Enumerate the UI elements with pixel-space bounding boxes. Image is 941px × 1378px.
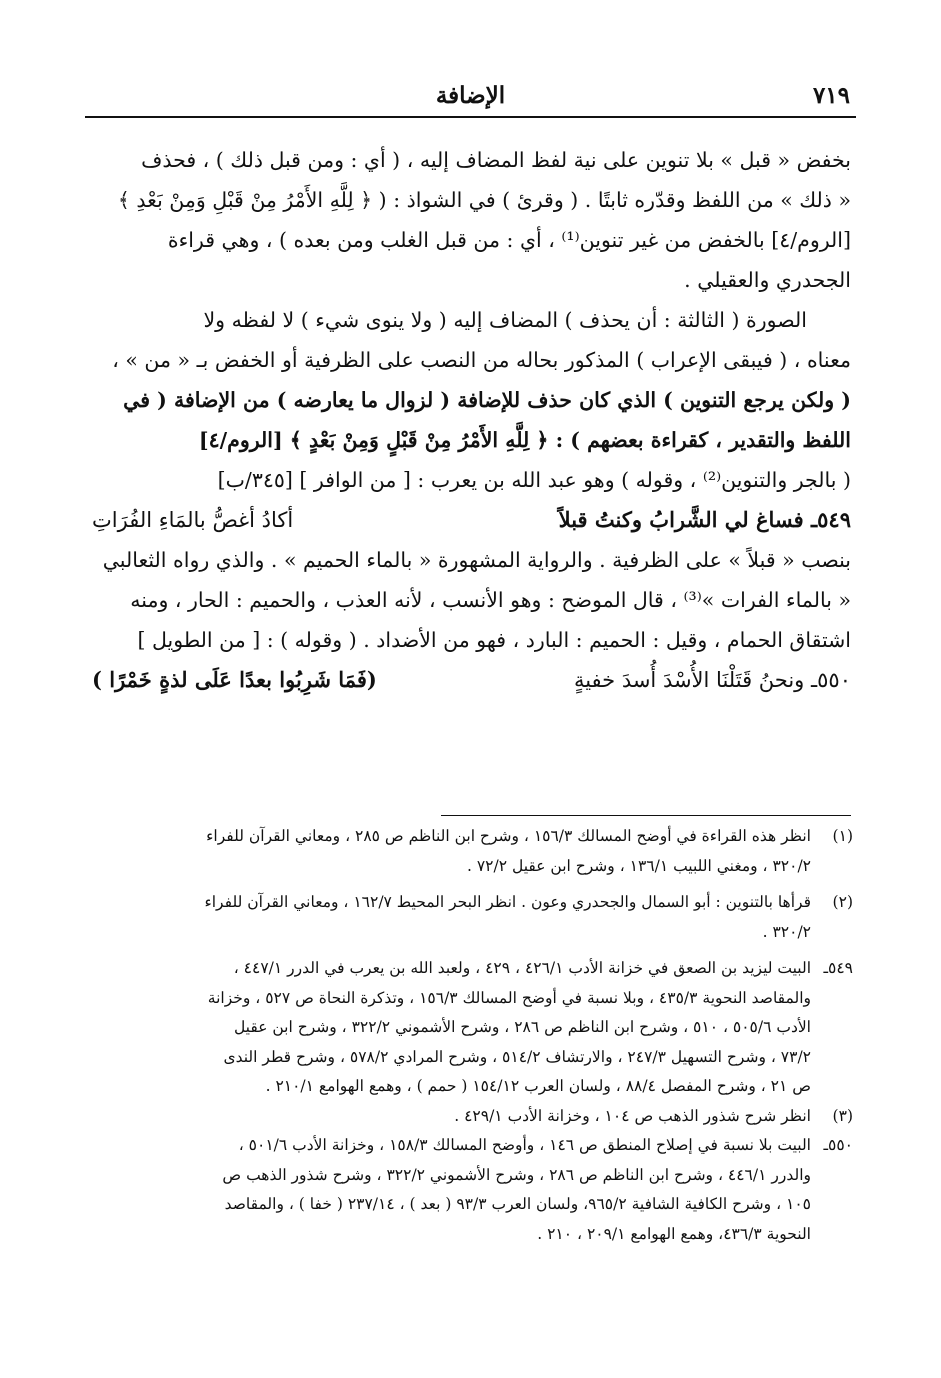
verse-hemistich-1: ونحنُ قَتَلْنَا الأُسْدَ أُسدَ خفيةٍ xyxy=(573,668,805,692)
footnote-line: انظر هذه القراءة في أوضح المسالك ١٥٦/٣ ، وشرح ابن الناظم ص ٢٨٥ ، ومعاني القرآن للفراء xyxy=(206,827,811,845)
footnote-1 xyxy=(92,822,853,881)
text-line: بخفض « قبل » بلا تنوين على نية لفظ المضاف إليه ، ( أي : ومن قبل ذلك ) ، فحذف xyxy=(141,148,851,172)
chapter-title: الإضافة xyxy=(435,82,506,109)
text-line: الصورة ( الثالثة : أن يحذف ) المضاف إليه ( ولا ينوى شيء ) لا لفظه ولا xyxy=(203,308,807,332)
footnote-separator xyxy=(441,815,851,816)
text-line: معناه ، ( فيبقى الإعراب ) المذكور بحاله من النصب على الظرفية أو الخفض بـ « من » ، xyxy=(112,348,851,372)
page-number: ٧١٩ xyxy=(812,82,850,109)
verse-hemistich-2: (فَمَا شَرِبُوا بعدًا عَلَى لذةٍ خَمْرًا ) xyxy=(92,667,377,692)
footnote-line: انظر شرح شذور الذهب ص ١٠٤ ، وخزانة الأدب ٤٢٩/١ . xyxy=(454,1106,811,1125)
paragraph-2 xyxy=(92,300,851,500)
footnote-line: ٣٢٠/٢ ، ومغني اللبيب ١٣٦/١ ، وشرح ابن عقيل ٧٢/٢ . xyxy=(466,856,811,875)
footnote-line: الأدب ٥٠٥/٦ ، ٥١٠ ، وشرح ابن الناظم ص ٢٨٦ ، وشرح الأشموني ٣٢٢/٢ ، وشرح ابن عقيل xyxy=(233,1018,811,1036)
footnote-line: قرأها بالتنوين : أبو السمال والجحدري وعون . انظر البحر المحيط ١٦٢/٧ ، ومعاني القرآن للفراء xyxy=(204,893,811,911)
text-line: ( بالجر والتنوين⁽²⁾ ، وقوله ) وهو عبد الله بن يعرب : [ من الوافر ] [٣٤٥/ب] xyxy=(217,468,851,492)
text-line: ( ولكن يرجع التنوين ) الذي كان حذف للإضافة ( لزوال ما يعارضه ) من الإضافة ( في xyxy=(123,388,851,412)
text-line: اللفظ والتقدير ، كقراءة بعضهم ) : ﴿ لِلَّهِ الأَمْرُ مِنْ قَبْلٍ وَمِنْ بَعْدٍ ﴾ [الروم/٤] xyxy=(198,428,851,452)
text-line: بنصب « قبلاً » على الظرفية . والرواية المشهورة « بالماء الحميم » . والذي رواه الثعالبي xyxy=(102,548,851,572)
footnotes xyxy=(92,822,853,1249)
footnote-line: ص ٢١ ، وشرح المفصل ٨٨/٤ ، ولسان العرب ١٥٤/١٢ ( حمم ) ، وهمع الهوامع ٢١٠/١ . xyxy=(265,1077,811,1095)
footnote-line: والدرر ٤٤٦/١ ، وشرح ابن الناظم ص ٢٨٦ ، وشرح الأشموني ٣٢٢/٢ ، وشرح شذور الذهب ص xyxy=(222,1165,811,1184)
footnote-label: (٢) xyxy=(832,893,853,911)
text-line: الجحدري والعقيلي . xyxy=(684,268,851,292)
footnote-label: ٥٤٩ـ xyxy=(823,959,853,977)
text-line: [الروم/٤] بالخفض من غير تنوين⁽¹⁾ ، أي : من قبل الغلب ومن بعده ) ، وهي قراءة xyxy=(167,228,851,252)
verse-550 xyxy=(92,660,851,700)
text-line: اشتقاق الحمام ، وقيل : الحميم : البارد ، فهو من الأضداد . ( وقوله ) : [ من الطويل ] xyxy=(137,628,851,652)
header-rule xyxy=(85,116,856,118)
footnote-line: النحوية ٤٣٦/٣، وهمع الهوامع ٢٠٩/١ ، ٢١٠ . xyxy=(537,1224,811,1243)
page-header xyxy=(85,78,856,116)
footnote-line: ١٠٥ ، وشرح الكافية الشافية ٩٦٥/٢، ولسان العرب ٩٣/٣ ( بعد ) ، ٢٣٧/١٤ ( خفا ) ، والمقاصد xyxy=(224,1195,811,1213)
footnote-550 xyxy=(92,1131,853,1249)
footnote-label: (٣) xyxy=(832,1106,853,1125)
verse-549 xyxy=(92,500,851,540)
footnote-549 xyxy=(92,954,853,1102)
footnote-line: البيت ليزيد بن الصعق في خزانة الأدب ٤٢٦/١ ، ٤٢٩ ، ولعبد الله بن يعرب في الدرر ٤٤٧/١ ، xyxy=(233,959,811,977)
footnote-2 xyxy=(92,888,853,947)
paragraph-3 xyxy=(92,540,851,660)
footnote-label: ٥٥٠ـ xyxy=(823,1136,853,1154)
text-line: « بالماء الفرات »⁽³⁾ ، قال الموضح : وهو الأنسب ، لأنه العذب ، والحميم : الحار ، ومنه xyxy=(130,588,851,612)
verse-hemistich-2: أكادُ أغصُّ بالمَاءِ الفُرَاتِ xyxy=(92,508,294,532)
footnote-line: ٣٢٠/٢ . xyxy=(762,922,811,941)
verse-number: ٥٥٠ـ xyxy=(811,668,851,692)
footnote-line: والمقاصد النحوية ٤٣٥/٣ ، وبلا نسبة في أوضح المسالك ١٥٦/٣ ، وتذكرة النحاة ص ٥٢٧ ، وخزانة xyxy=(207,988,811,1007)
footnote-label: (١) xyxy=(832,827,853,845)
footnote-line: البيت بلا نسبة في إصلاح المنطق ص ١٤٦ ، وأوضح المسالك ١٥٨/٣ ، وخزانة الأدب ٥٠١/٦ ، xyxy=(238,1136,811,1154)
footnote-line: ٧٣/٢ ، وشرح التسهيل ٢٤٧/٣ ، والارتشاف ٥١٤/٢ ، وشرح المرادي ٥٧٨/٢ ، وشرح قطر الندى xyxy=(223,1047,811,1066)
paragraph-1 xyxy=(92,140,851,300)
verse-number: ٥٤٩ـ xyxy=(811,507,851,532)
footnote-3 xyxy=(92,1102,853,1132)
verse-hemistich-1: فساغ لي الشَّرابُ وكنتُ قبلاً xyxy=(558,507,804,532)
main-text xyxy=(92,140,851,700)
text-line: « ذلك » من اللفظ وقدّره ثابتًا . ( وقرئ ) في الشواذ : ( ﴿ لِلَّهِ الأَمْرُ مِنْ قَبْلِ وَمِنْ بَعْدِ ﴾ xyxy=(117,188,851,212)
